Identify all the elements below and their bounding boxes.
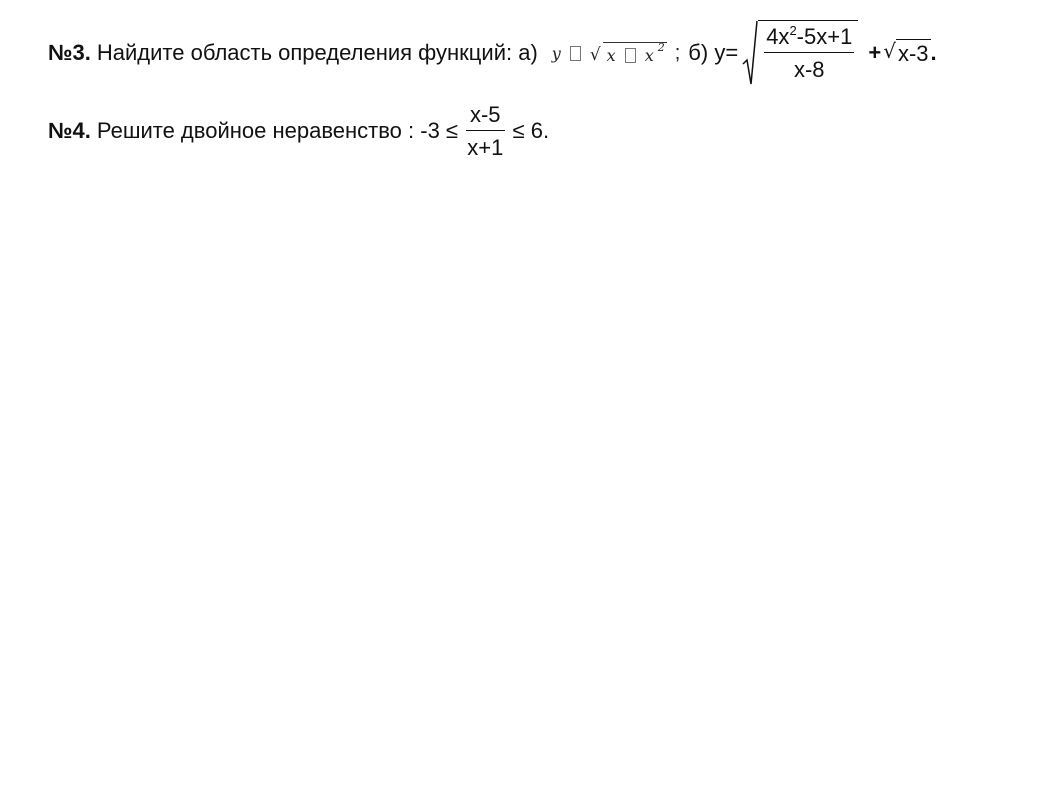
part-b-end: . (930, 40, 937, 65)
part-b-plus: + (868, 40, 882, 65)
radical-sign-icon: √ (589, 44, 601, 65)
missing-glyph-minus (625, 48, 636, 63)
formula-a-y: y (551, 43, 561, 63)
part-b-label: б) y= (688, 40, 739, 65)
part-b-second-radicand: x-3 (897, 41, 929, 66)
problem-3-number: №3. (48, 40, 91, 65)
problem-4-denominator: x+1 (467, 134, 504, 160)
formula-a-x-base: x (644, 45, 654, 65)
part-b-numerator-b: -5x+1 (796, 24, 853, 49)
missing-glyph-equals (570, 46, 581, 61)
part-b-numerator (764, 23, 854, 53)
problem-4-tail: ≤ 6. (512, 118, 550, 143)
radical-sign-icon: √ (883, 39, 896, 63)
formula-a-exponent: 2 (657, 40, 665, 54)
part-b-second-sqrt (883, 39, 930, 67)
problem-4-numerator: x-5 (466, 104, 505, 131)
problem-3-text: Найдите область определения функций: а) (96, 40, 538, 65)
formula-a-sqrt (590, 42, 667, 65)
part-b-big-sqrt (742, 20, 858, 86)
radical-sign-icon (742, 20, 758, 86)
formula-a (552, 42, 681, 65)
part-b-numerator-a: 4x (766, 24, 790, 49)
problem-3 (48, 18, 937, 88)
problem-4-number: №4. (48, 118, 91, 143)
part-b-radicand (758, 20, 858, 86)
formula-a-radicand (603, 42, 667, 65)
part-b-denominator: x-8 (793, 57, 825, 82)
problem-4 (48, 100, 549, 162)
problem-4-text: Решите двойное неравенство : -3 ≤ (96, 118, 458, 143)
formula-a-separator: ; (674, 41, 681, 64)
part-b-fraction (764, 23, 854, 82)
part-b-exponent: 2 (789, 23, 797, 38)
problem-4-fraction (466, 101, 505, 160)
formula-a-x: x (606, 45, 616, 65)
